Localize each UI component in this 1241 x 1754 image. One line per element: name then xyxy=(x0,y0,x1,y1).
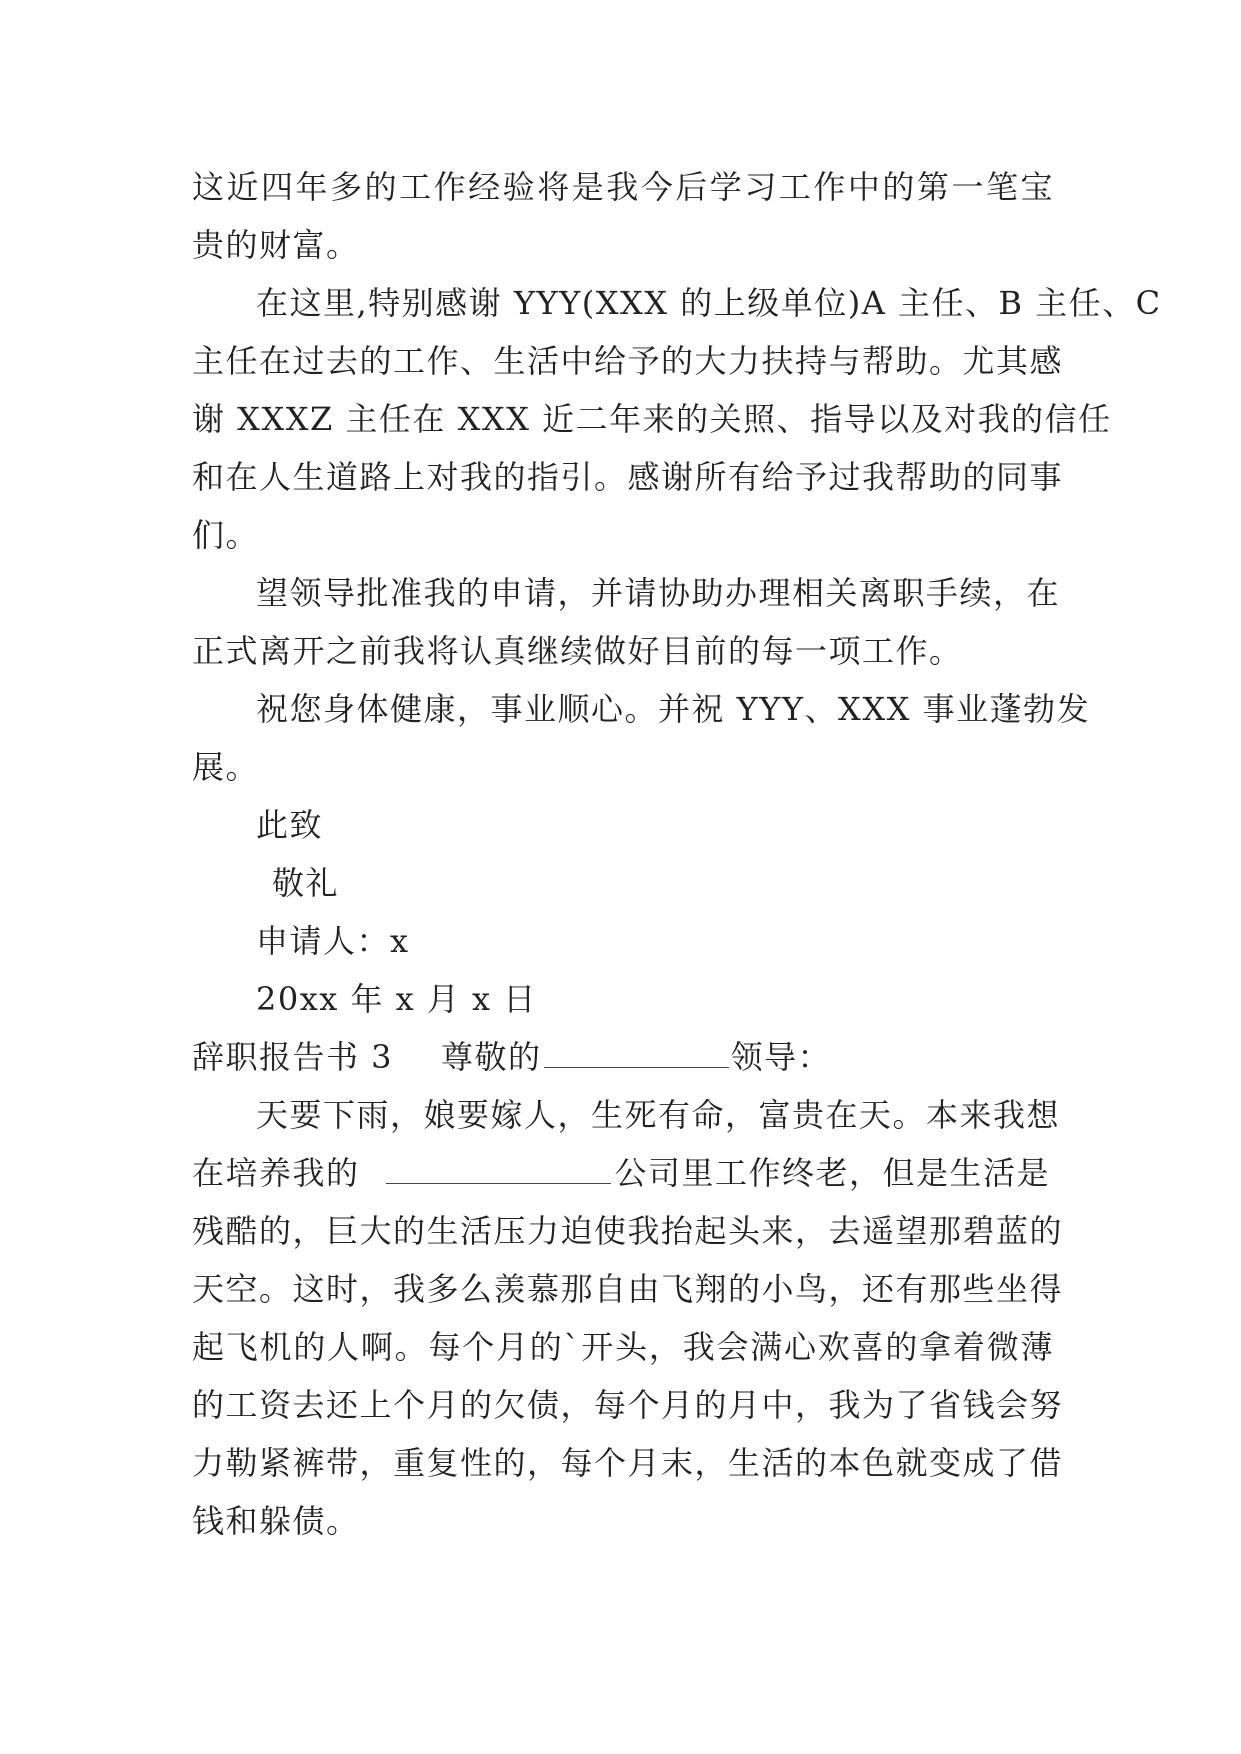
letter-page xyxy=(192,158,1162,1550)
paragraph-line: 主任在过去的工作、生活中给予的大力扶持与帮助。尤其感 xyxy=(192,342,1064,380)
paragraph-line: 望领导批准我的申请，并请协助办理相关离职手续，在 xyxy=(256,574,1061,612)
paragraph-line: 起飞机的人啊。每个月的`开头，我会满心欢喜的拿着微薄 xyxy=(192,1328,1054,1366)
line-text: 公司里工作终老，但是生活是 xyxy=(614,1154,1051,1192)
paragraph-line: 们。 xyxy=(192,516,260,554)
paragraph-line: 残酷的，巨大的生活压力迫使我抬起头来，去遥望那碧蓝的 xyxy=(192,1212,1064,1250)
paragraph-line: 祝您身体健康，事业顺心。并祝 YYY、XXX 事业蓬勃发 xyxy=(256,690,1091,728)
paragraph-line: 正式离开之前我将认真继续做好目前的每一项工作。 xyxy=(192,632,963,670)
paragraph-line: 天空。这时，我多么羡慕那自由飞翔的小鸟，还有那些坐得 xyxy=(192,1270,1064,1308)
paragraph-line: 和在人生道路上对我的指引。感谢所有给予过我帮助的同事 xyxy=(192,458,1064,496)
paragraph-line: 的工资去还上个月的欠债，每个月的月中，我为了省钱会努 xyxy=(192,1386,1064,1424)
report-title: 辞职报告书 3 xyxy=(192,1038,394,1076)
paragraph-line: 钱和躲债。 xyxy=(192,1502,360,1540)
paragraph-line: 天要下雨，娘要嫁人，生死有命，富贵在天。本来我想 xyxy=(256,1096,1061,1134)
paragraph-line: 谢 XXXZ 主任在 XXX 近二年来的关照、指导以及对我的信任 xyxy=(192,400,1112,438)
greeting-prefix: 尊敬的 xyxy=(441,1038,542,1076)
paragraph-line: 力勒紧裤带，重复性的，每个月末，生活的本色就变成了借 xyxy=(192,1444,1064,1482)
greeting-suffix: 领导： xyxy=(730,1038,832,1076)
line-text: 在培养我的 xyxy=(192,1154,360,1192)
company-blank xyxy=(386,1153,611,1184)
paragraph-line xyxy=(192,1144,1054,1202)
paragraph-line: 贵的财富。 xyxy=(192,226,360,264)
report-heading-line xyxy=(192,1028,1054,1086)
paragraph-line: 展。 xyxy=(192,748,260,786)
closing-to: 此致 xyxy=(256,806,324,844)
paragraph-line: 这近四年多的工作经验将是我今后学习工作中的第一笔宝 xyxy=(192,168,1054,206)
closing-salute: 敬礼 xyxy=(272,864,340,902)
date-line: 20xx 年 x 月 x 日 xyxy=(256,980,537,1018)
paragraph-line: 在这里,特别感谢 YYY(XXX 的上级单位)A 主任、B 主任、C xyxy=(256,284,1162,322)
recipient-blank xyxy=(544,1037,729,1068)
applicant-line: 申请人：x xyxy=(256,922,410,960)
